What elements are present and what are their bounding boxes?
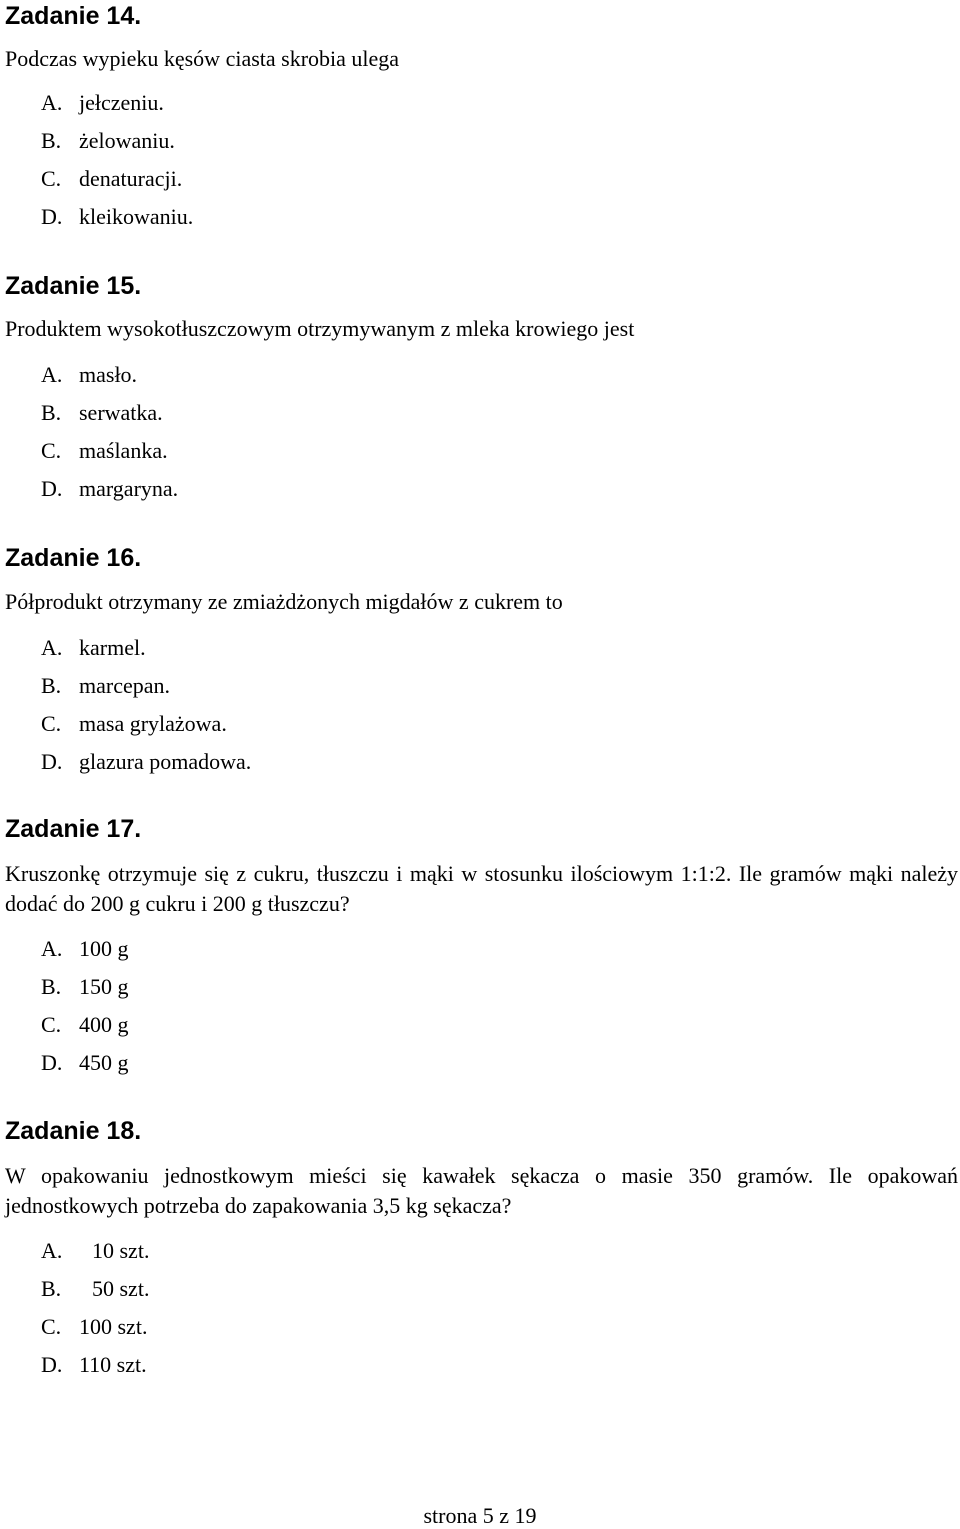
option-letter: B. [41,673,62,698]
answer-options [41,635,251,787]
option-letter: D. [41,476,63,501]
answer-options [41,936,129,1088]
option-b [41,128,193,166]
option-d [41,1352,149,1390]
option-c [41,1012,129,1050]
option-text: denaturacji. [79,166,183,191]
option-d [41,476,178,514]
option-b [41,1276,149,1314]
task-14 [5,2,958,229]
option-a [41,362,178,400]
option-letter: D. [41,749,63,774]
task-17 [5,815,958,1075]
option-letter: A. [41,90,63,115]
option-d [41,1050,129,1088]
question-text: Produktem wysokotłuszczowym otrzymywanym z mleka krowiego jest [5,316,635,341]
option-c [41,438,178,476]
option-letter: B. [41,1276,62,1301]
option-letter: B. [41,128,62,153]
option-letter: C. [41,438,62,463]
option-text: 400 g [79,1012,129,1037]
task-15 [5,272,958,501]
task-title: Zadanie 15. [5,272,142,300]
option-text: żelowaniu. [79,128,175,153]
option-letter: D. [41,1352,63,1377]
option-text: jełczeniu. [79,90,164,115]
option-a [41,90,193,128]
task-title: Zadanie 16. [5,544,142,572]
answer-options [41,362,178,514]
option-text: 100 szt. [79,1314,148,1339]
option-c [41,1314,149,1352]
option-letter: B. [41,400,62,425]
option-letter: A. [41,362,63,387]
option-text: masa grylażowa. [79,711,227,736]
task-title: Zadanie 17. [5,815,142,843]
option-text: serwatka. [79,400,163,425]
option-c [41,711,251,749]
task-title: Zadanie 14. [5,2,142,30]
option-a [41,936,129,974]
option-a [41,635,251,673]
option-text: margaryna. [79,476,179,501]
option-text: 110 szt. [79,1352,147,1377]
option-letter: A. [41,635,63,660]
option-b [41,974,129,1012]
option-letter: A. [41,936,63,961]
question-text: Kruszonkę otrzymuje się z cukru, tłuszczu i mąki w stosunku ilościowym 1:1:2. Ile gramów mąki należy dodać do 200 g cukru i 200 g tłuszczu? [5,861,958,916]
answer-options [41,1238,149,1390]
option-letter: C. [41,166,62,191]
option-text: glazura pomadowa. [79,749,252,774]
option-text: 100 g [79,936,129,961]
option-a [41,1238,149,1276]
task-18 [5,1117,958,1377]
option-d [41,749,251,787]
option-letter: D. [41,204,63,229]
option-letter: A. [41,1238,63,1263]
option-letter: C. [41,711,62,736]
option-text: 450 g [79,1050,129,1075]
option-text: marcepan. [79,673,170,698]
task-title: Zadanie 18. [5,1117,142,1145]
option-letter: D. [41,1050,63,1075]
question-text: W opakowaniu jednostkowym mieści się kawałek sękacza o masie 350 gramów. Ile opakowań jednostkowych potrzeba do zapakowania 3,5 kg sękacza? [5,1163,958,1218]
option-text: 150 g [79,974,129,999]
answer-options [41,90,193,242]
option-b [41,400,178,438]
option-letter: C. [41,1012,62,1037]
question-text: Półprodukt otrzymany ze zmiażdżonych migdałów z cukrem to [5,589,563,614]
option-text: maślanka. [79,438,168,463]
task-16 [5,544,958,774]
option-text: 50 szt. [92,1276,150,1301]
option-text: 10 szt. [92,1238,150,1263]
option-b [41,673,251,711]
option-letter: B. [41,974,62,999]
option-text: karmel. [79,635,146,660]
option-text: kleikowaniu. [79,204,194,229]
page-number: strona 5 z 19 [423,1503,537,1528]
option-c [41,166,193,204]
option-text: masło. [79,362,138,387]
question-text: Podczas wypieku kęsów ciasta skrobia ulega [5,46,400,71]
option-d [41,204,193,242]
option-letter: C. [41,1314,62,1339]
